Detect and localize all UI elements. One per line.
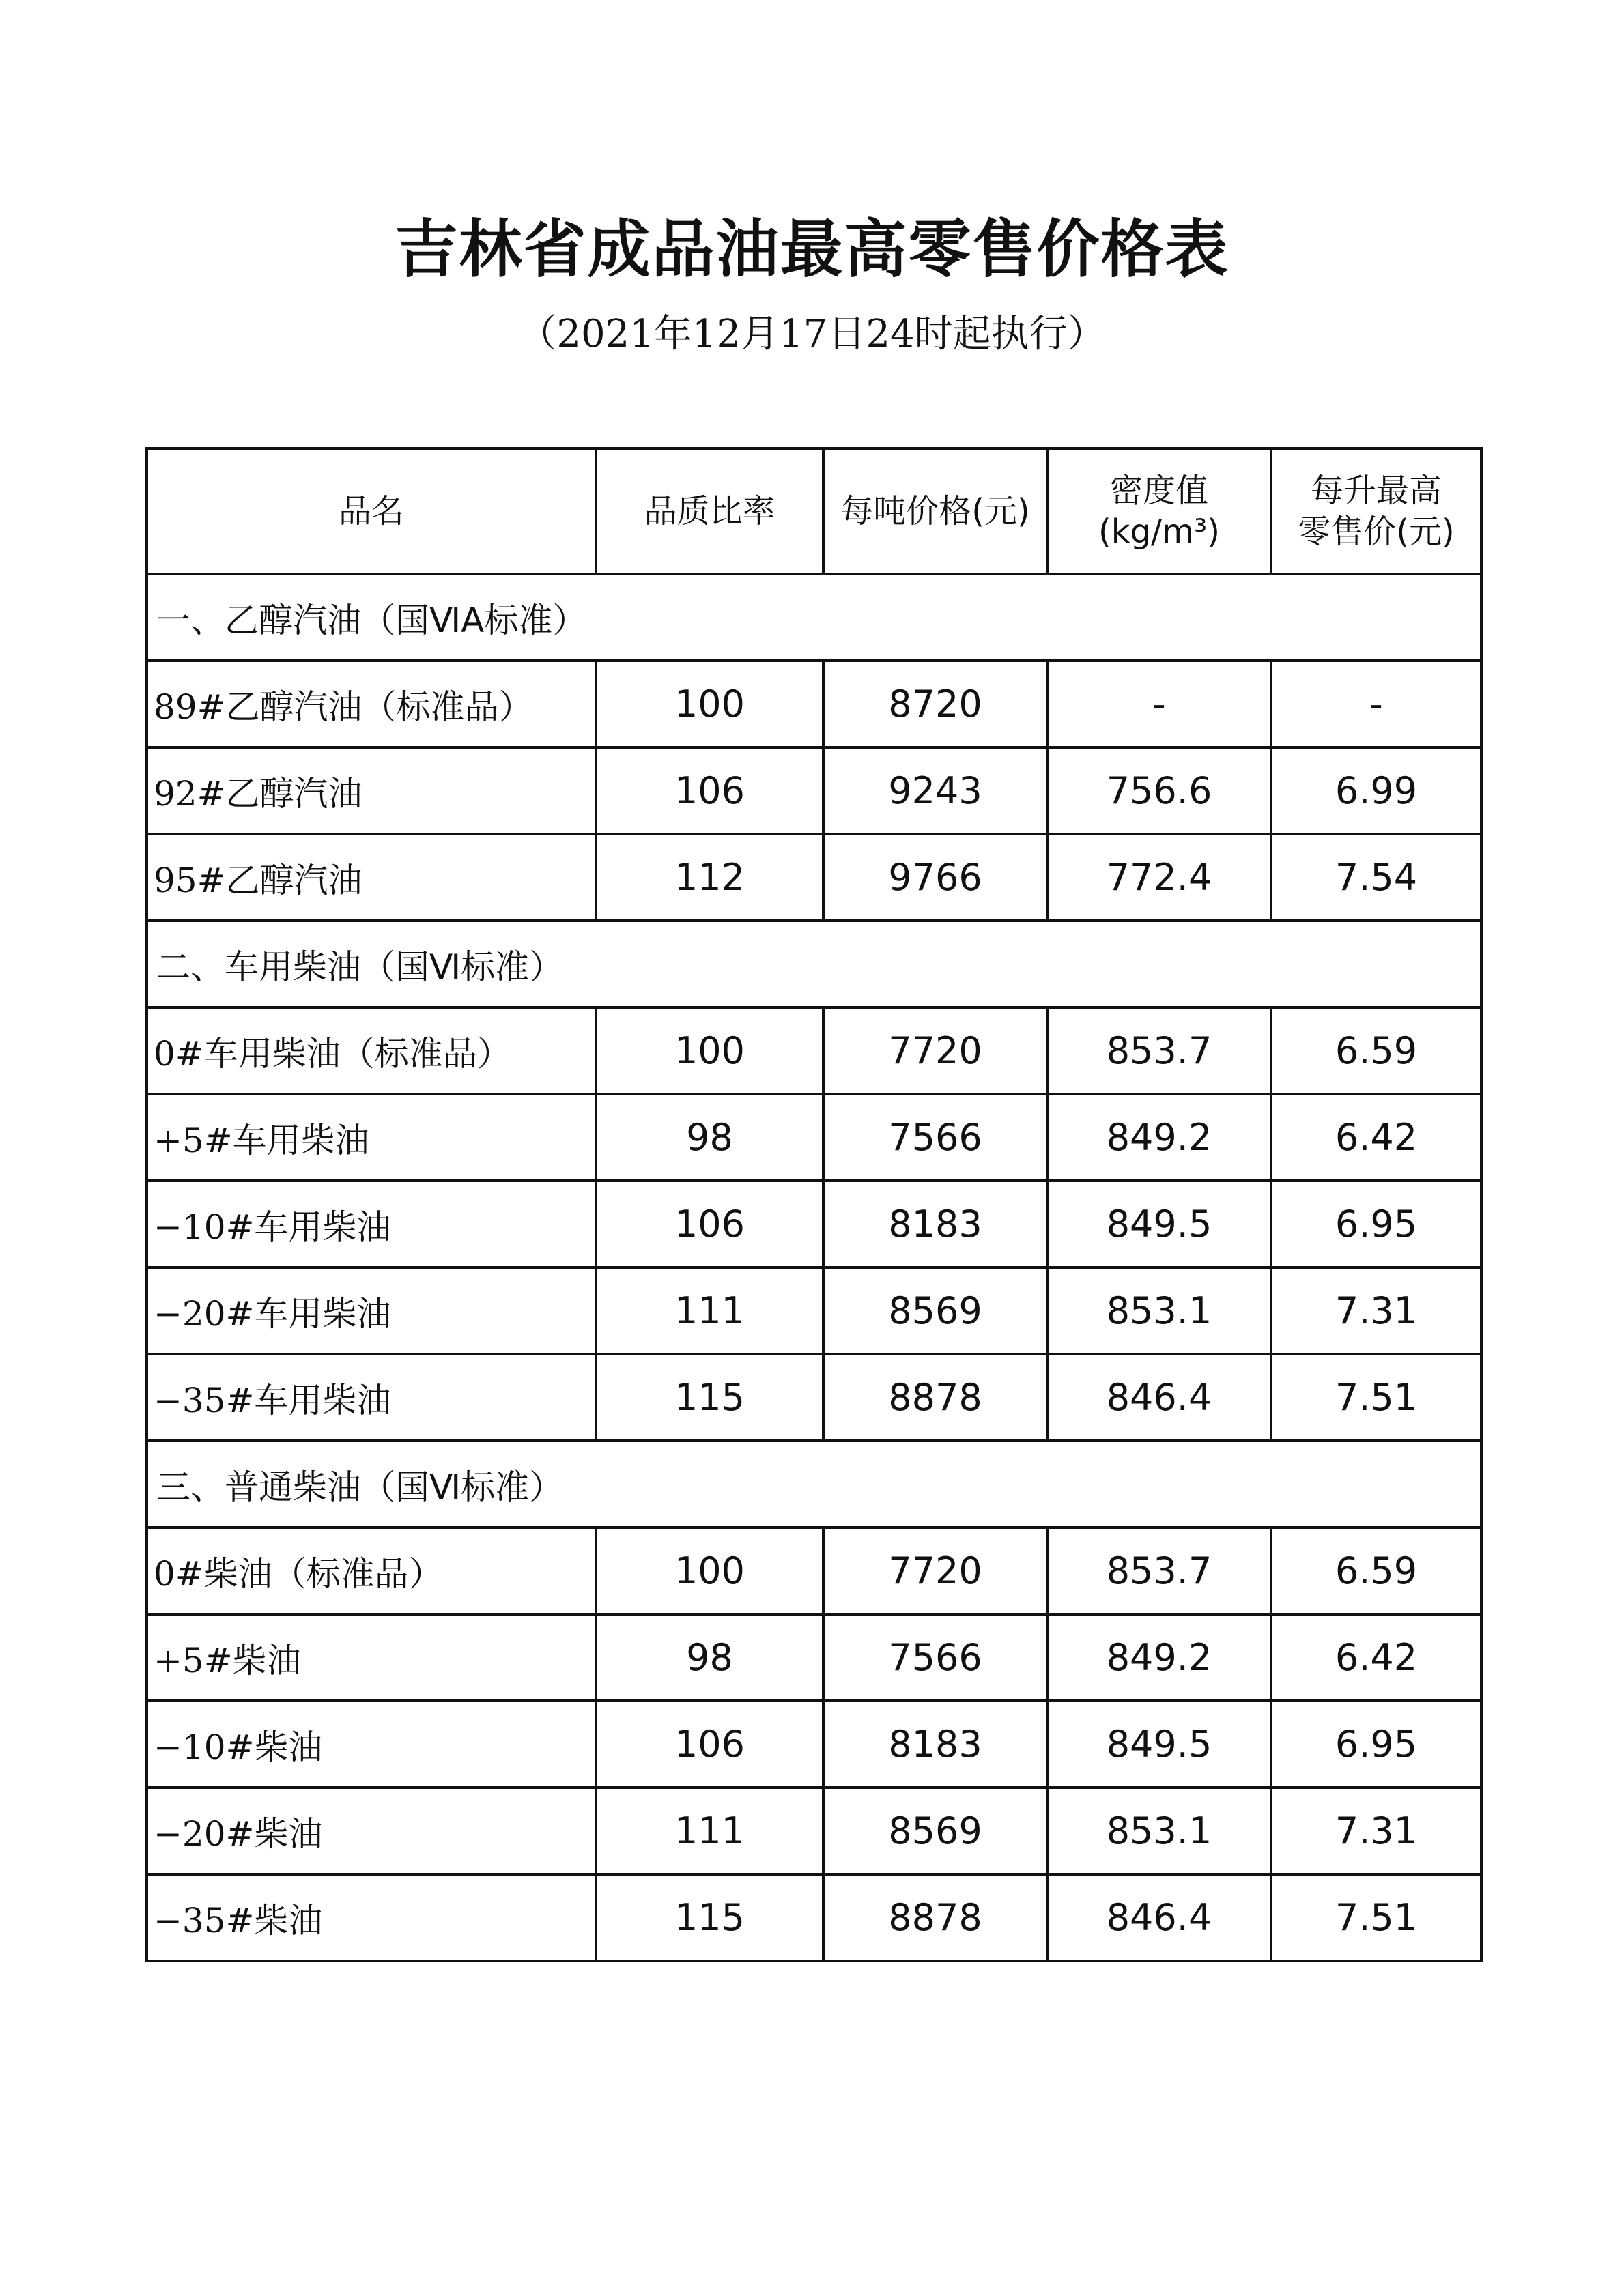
quality-ratio: 100 — [596, 661, 823, 747]
quality-ratio: 111 — [596, 1788, 823, 1874]
table-row — [147, 747, 1481, 834]
header-price-per-ton: 每吨价格(元) — [823, 448, 1047, 574]
price-per-ton: 7566 — [823, 1094, 1047, 1181]
table-row — [147, 1267, 1481, 1354]
product-name: −10#车用柴油 — [147, 1181, 596, 1267]
density: 853.1 — [1047, 1788, 1271, 1874]
retail-price: 7.31 — [1271, 1788, 1481, 1874]
section-title: 一、乙醇汽油（国ⅥA标准） — [147, 574, 1481, 661]
product-name: 0#车用柴油（标准品） — [147, 1007, 596, 1094]
effective-date-subtitle: （2021年12月17日24时起执行） — [518, 312, 1106, 356]
header-retail-price — [1271, 448, 1481, 574]
document-title: 吉林省成品油最高零售价格表 — [395, 212, 1229, 286]
section-row — [147, 921, 1481, 1007]
retail-price: 6.42 — [1271, 1094, 1481, 1181]
product-name: +5#柴油 — [147, 1614, 596, 1701]
table-row — [147, 1007, 1481, 1094]
retail-price: 6.59 — [1271, 1007, 1481, 1094]
price-per-ton: 9766 — [823, 834, 1047, 921]
header-density-label: 密度值 — [1109, 472, 1208, 510]
section-row — [147, 1441, 1481, 1527]
density: 849.2 — [1047, 1094, 1271, 1181]
table-row — [147, 1874, 1481, 1961]
quality-ratio: 112 — [596, 834, 823, 921]
price-per-ton: 7566 — [823, 1614, 1047, 1701]
density: - — [1047, 661, 1271, 747]
header-retail-line1: 每升最高 — [1310, 472, 1442, 510]
quality-ratio: 115 — [596, 1874, 823, 1961]
retail-price: 6.99 — [1271, 747, 1481, 834]
section-title: 二、车用柴油（国Ⅵ标准） — [147, 921, 1481, 1007]
quality-ratio: 106 — [596, 1701, 823, 1788]
density: 849.5 — [1047, 1181, 1271, 1267]
product-name: −20#车用柴油 — [147, 1267, 596, 1354]
retail-price: 7.54 — [1271, 834, 1481, 921]
product-name: 0#柴油（标准品） — [147, 1527, 596, 1614]
table-row — [147, 1527, 1481, 1614]
table-row — [147, 1181, 1481, 1267]
density: 853.7 — [1047, 1007, 1271, 1094]
price-per-ton: 8569 — [823, 1788, 1047, 1874]
retail-price: 6.95 — [1271, 1701, 1481, 1788]
table-row — [147, 1354, 1481, 1441]
density: 772.4 — [1047, 834, 1271, 921]
header-density-unit: (kg/m³) — [1098, 513, 1220, 551]
product-name: 95#乙醇汽油 — [147, 834, 596, 921]
price-per-ton: 9243 — [823, 747, 1047, 834]
header-name: 品名 — [147, 448, 596, 574]
density: 853.1 — [1047, 1267, 1271, 1354]
quality-ratio: 100 — [596, 1007, 823, 1094]
table-row — [147, 1701, 1481, 1788]
quality-ratio: 100 — [596, 1527, 823, 1614]
retail-price: 6.95 — [1271, 1181, 1481, 1267]
price-table — [145, 447, 1483, 1962]
retail-price: 6.59 — [1271, 1527, 1481, 1614]
price-per-ton: 8720 — [823, 661, 1047, 747]
density: 756.6 — [1047, 747, 1271, 834]
header-retail-line2: 零售价(元) — [1298, 513, 1455, 551]
table-row — [147, 1614, 1481, 1701]
density: 846.4 — [1047, 1874, 1271, 1961]
section-title: 三、普通柴油（国Ⅵ标准） — [147, 1441, 1481, 1527]
table-row — [147, 1788, 1481, 1874]
product-name: −35#车用柴油 — [147, 1354, 596, 1441]
price-per-ton: 8183 — [823, 1701, 1047, 1788]
retail-price: 7.51 — [1271, 1874, 1481, 1961]
price-per-ton: 8183 — [823, 1181, 1047, 1267]
quality-ratio: 106 — [596, 747, 823, 834]
product-name: −35#柴油 — [147, 1874, 596, 1961]
quality-ratio: 111 — [596, 1267, 823, 1354]
quality-ratio: 98 — [596, 1614, 823, 1701]
density: 849.2 — [1047, 1614, 1271, 1701]
quality-ratio: 98 — [596, 1094, 823, 1181]
density: 853.7 — [1047, 1527, 1271, 1614]
price-per-ton: 8878 — [823, 1874, 1047, 1961]
product-name: −10#柴油 — [147, 1701, 596, 1788]
price-per-ton: 8878 — [823, 1354, 1047, 1441]
header-density — [1047, 448, 1271, 574]
table-header-row — [147, 448, 1481, 574]
density: 849.5 — [1047, 1701, 1271, 1788]
price-per-ton: 7720 — [823, 1007, 1047, 1094]
retail-price: - — [1271, 661, 1481, 747]
retail-price: 6.42 — [1271, 1614, 1481, 1701]
retail-price: 7.51 — [1271, 1354, 1481, 1441]
quality-ratio: 106 — [596, 1181, 823, 1267]
header-quality-ratio: 品质比率 — [596, 448, 823, 574]
table-row — [147, 1094, 1481, 1181]
product-name: +5#车用柴油 — [147, 1094, 596, 1181]
price-per-ton: 8569 — [823, 1267, 1047, 1354]
product-name: 92#乙醇汽油 — [147, 747, 596, 834]
product-name: 89#乙醇汽油（标准品） — [147, 661, 596, 747]
table-row — [147, 834, 1481, 921]
table-row — [147, 661, 1481, 747]
quality-ratio: 115 — [596, 1354, 823, 1441]
section-row — [147, 574, 1481, 661]
price-per-ton: 7720 — [823, 1527, 1047, 1614]
density: 846.4 — [1047, 1354, 1271, 1441]
product-name: −20#柴油 — [147, 1788, 596, 1874]
retail-price: 7.31 — [1271, 1267, 1481, 1354]
